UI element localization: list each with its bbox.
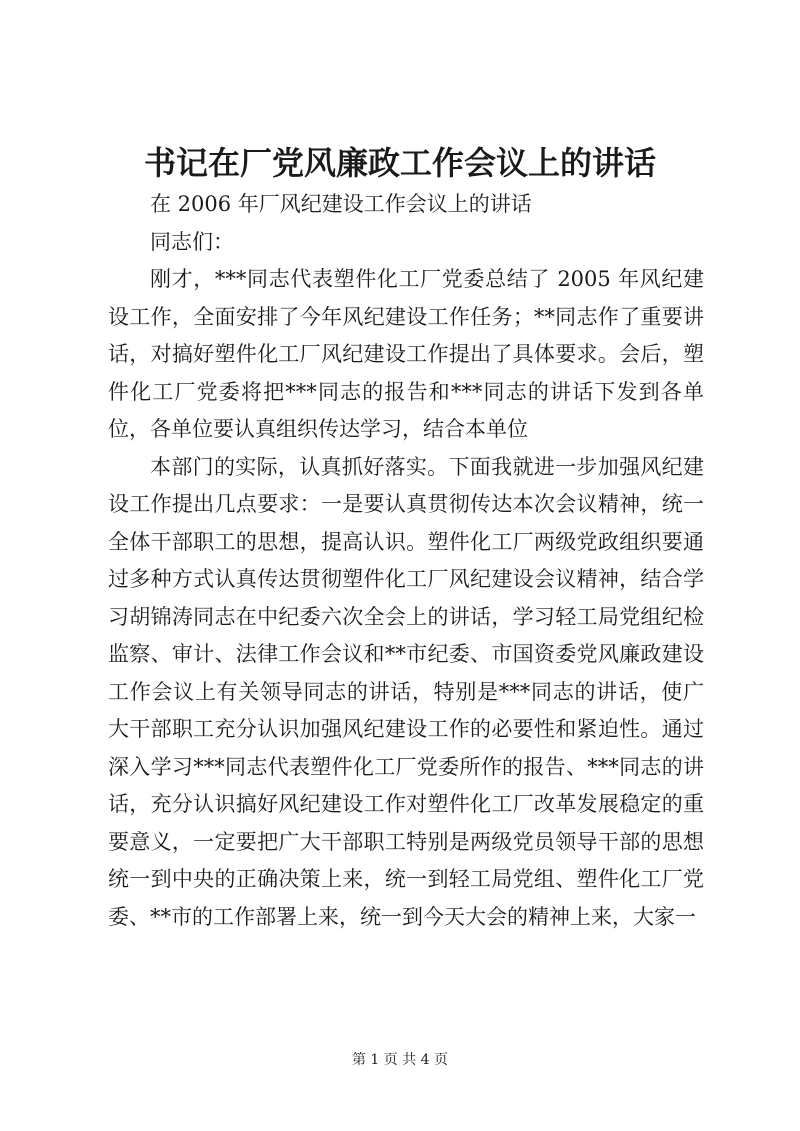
- document-title: 书记在厂党风廉政工作会议上的讲话: [143, 144, 656, 182]
- body-paragraph: 刚才，***同志代表塑件化工厂党委总结了 2005 年风纪建设工作，全面安排了今年风纪建设工作任务；**同志作了重要讲话，对搞好塑件化工厂风纪建设工作提出了具体要求。会后，塑件化工厂党委将把***同志的报告和***同志的讲话下发到各单位，各单位要认真组织传达学习，结合本单位: [108, 267, 704, 441]
- body-paragraph: 本部门的实际，认真抓好落实。下面我就进一步加强风纪建设工作提出几点要求：一是要认真贯彻传达本次会议精神，统一全体干部职工的思想，提高认识。塑件化工厂两级党政组织要通过多种方式认真传达贯彻塑件化工厂风纪建设会议精神，结合学习胡锦涛同志在中纪委六次全会上的讲话，学习轻工局党组纪检监察、审计、法律工作会议和**市纪委、市国资委党风廉政建设工作会议上有关领导同志的讲话，特别是***同志的讲话，使广大干部职工充分认识加强风纪建设工作的必要性和紧迫性。通过深入学习***同志代表塑件化工厂党委所作的报告、***同志的讲话，充分认识搞好风纪建设工作对塑件化工厂改革发展稳定的重要意义，一定要把广大干部职工特别是两级党员领导干部的思想统一到中央的正确决策上来，统一到轻工局党组、塑件化工厂党委、**市的工作部署上来，统一到今天大会的精神上来，大家一: [108, 454, 704, 929]
- subtitle-paragraph: 在 2006 年厂风纪建设工作会议上的讲话: [150, 192, 532, 216]
- salutation-paragraph: 同志们：: [150, 229, 234, 254]
- page-number-footer: 第 1 页 共 4 页: [351, 1052, 449, 1068]
- document-body: [108, 186, 704, 936]
